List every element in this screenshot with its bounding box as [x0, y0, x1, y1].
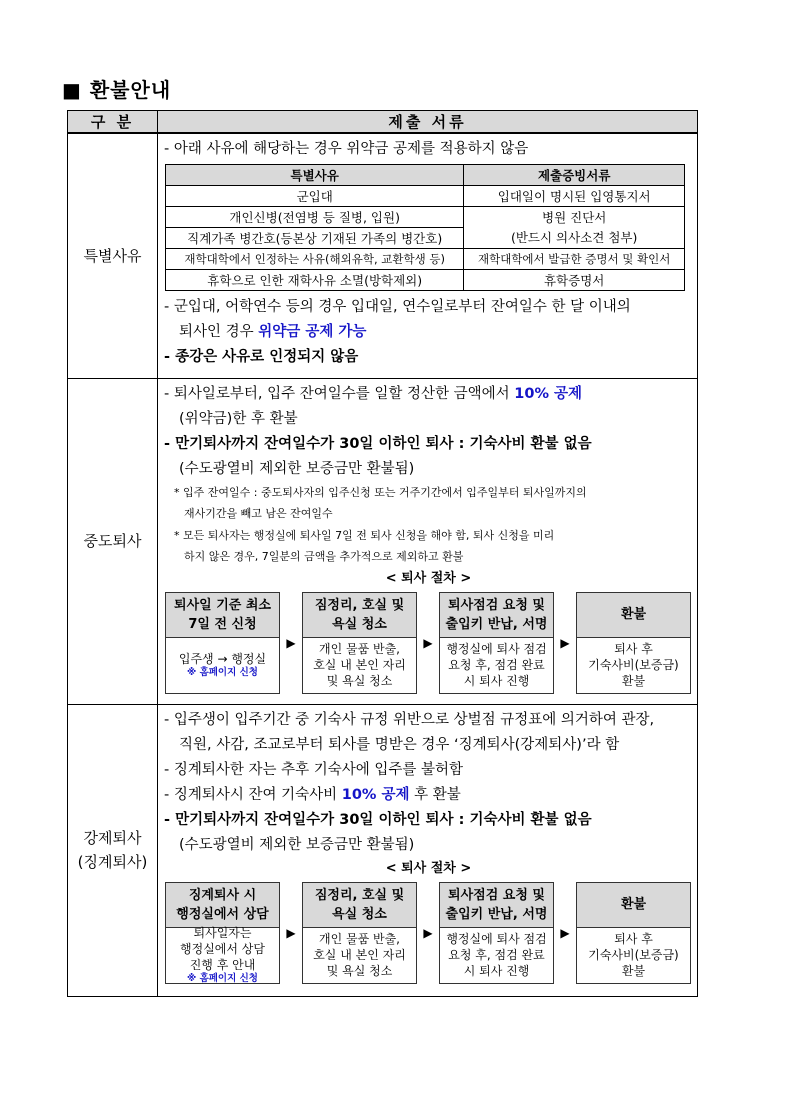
step-body: [440, 638, 553, 693]
step-title: [303, 593, 416, 638]
step-title: [440, 593, 553, 638]
step-body-line: 호실 내 본인 자리: [313, 948, 406, 962]
procedure-step: [576, 882, 691, 984]
step-body: [166, 928, 279, 983]
special-note2: - 종강은 사유로 인정되지 않음: [164, 349, 359, 365]
step-body: [303, 928, 416, 983]
text: 퇴사인 경우: [179, 324, 259, 340]
step-title-line: 7일 전 신청: [188, 616, 257, 632]
reason-cell: 재학대학에서 인정하는 사유(해외유학, 교환학생 등): [166, 249, 464, 270]
special-note1: - 군입대, 어학연수 등의 경우 입대일, 연수일로부터 잔여일수 한 달 이내의: [164, 299, 631, 315]
forced-line6: (수도광열비 제외한 보증금만 환불됨): [179, 836, 415, 853]
step-body-line: 기숙사비(보증금): [588, 658, 679, 672]
table-row: [166, 186, 685, 207]
category-forced: [68, 704, 158, 996]
step-body-line: 시 퇴사 진행: [463, 674, 530, 688]
step-body-line: 퇴사 후: [614, 932, 653, 946]
reason-cell: 개인신병(전염병 등 질병, 입원): [166, 207, 464, 228]
arrow-icon: ▶: [286, 925, 296, 940]
step-body: [577, 928, 690, 983]
step-body-line: 개인 물품 반출,: [319, 642, 400, 656]
step-body-line: 행정실에 퇴사 점검: [446, 932, 547, 946]
homepage-note: ※ 홈페이지 신청: [187, 667, 258, 678]
arrow-icon: ▶: [286, 635, 296, 650]
category-midway: 중도퇴사: [68, 378, 158, 704]
step-body-line: 행정실에서 상담: [180, 942, 265, 956]
midway-line3: - 만기퇴사까지 잔여일수가 30일 이하인 퇴사 : 기숙사비 환불 없음: [164, 435, 592, 452]
step-body: [166, 638, 279, 693]
special-intro: - 아래 사유에 해당하는 경우 위약금 공제를 적용하지 않음: [164, 141, 529, 157]
step-body-line: 요청 후, 점검 완료: [448, 948, 545, 962]
step-body-line: 입주생 → 행정실: [178, 652, 267, 666]
midway-procedure-flow: [165, 592, 693, 694]
step-title-line: 퇴사일 기준 최소: [174, 597, 271, 613]
forced-line4: [164, 783, 693, 808]
page-title: ■ 환불안내: [62, 78, 172, 102]
step-title-line: 퇴사점검 요청 및: [448, 887, 545, 903]
procedure-step: [165, 592, 280, 694]
procedure-step: [576, 592, 691, 694]
step-body-line: 개인 물품 반출,: [319, 932, 400, 946]
forced-content: [158, 704, 698, 996]
step-body: [303, 638, 416, 693]
procedure-step: [439, 882, 554, 984]
step-title-line: 징계퇴사 시: [188, 887, 257, 903]
step-body-line: 기숙사비(보증금): [588, 948, 679, 962]
reason-cell: 휴학으로 인한 재학사유 소멸(방학제외): [166, 270, 464, 291]
midway-note1-cont: 재사기간을 빼고 남은 잔여일수: [184, 507, 333, 520]
midway-line2: (위약금)한 후 환불: [179, 410, 298, 427]
forced-line2: 직원, 사감, 조교로부터 퇴사를 명받은 경우 ‘징계퇴사(강제퇴사)’라 함: [179, 736, 620, 753]
midway-note2: * 모든 퇴사자는 행정실에 퇴사일 7일 전 퇴사 신청을 해야 함, 퇴사 신청을 미리: [174, 528, 555, 542]
forced-line1: - 입주생이 입주기간 중 기숙사 규정 위반으로 상벌점 규정표에 의거하여 관장,: [164, 711, 655, 728]
doc-cell: [464, 207, 685, 249]
homepage-note: ※ 홈페이지 신청: [187, 973, 258, 984]
table-row: [166, 207, 685, 228]
step-body-line: 환불: [621, 964, 646, 978]
arrow-icon: ▶: [423, 925, 433, 940]
step-title: [577, 883, 690, 928]
step-title: [577, 593, 690, 638]
step-body-line: 퇴사 후: [614, 642, 653, 656]
step-title: [166, 883, 279, 928]
step-title-line: 출입키 반납, 서명: [445, 906, 548, 922]
step-title-line: 욕실 청소: [332, 616, 387, 632]
step-title-line: 짐정리, 호실 및: [314, 887, 405, 903]
doc-cell: 휴학증명서: [464, 270, 685, 291]
th-document: 제출증빙서류: [464, 165, 685, 186]
step-title-line: 환불: [620, 897, 647, 912]
procedure-step: [439, 592, 554, 694]
step-title: [166, 593, 279, 638]
text: - 퇴사일로부터, 입주 잔여일수를 일할 정산한 금액에서: [164, 385, 515, 402]
step-body-line: 및 욕실 청소: [326, 964, 393, 978]
special-reasons-table: [165, 164, 685, 291]
midway-line4: (수도광열비 제외한 보증금만 환불됨): [179, 460, 415, 477]
midway-note2-cont: 하지 않은 경우, 7일분의 금액을 추가적으로 제외하고 환불: [184, 550, 464, 563]
text: 후 환불: [409, 786, 461, 803]
doc-line: 병원 진단서: [542, 209, 607, 225]
procedure-step: [302, 592, 417, 694]
doc-line: (반드시 의사소견 첨부): [510, 229, 638, 245]
arrow-icon: ▶: [560, 925, 570, 940]
forced-procedure-flow: [165, 882, 693, 984]
step-body-line: 시 퇴사 진행: [463, 964, 530, 978]
step-title-line: 욕실 청소: [332, 906, 387, 922]
category-special: 특별사유: [68, 133, 158, 378]
step-body-line: 호실 내 본인 자리: [313, 658, 406, 672]
text: - 징계퇴사시 잔여 기숙사비: [164, 786, 342, 803]
reason-cell: 직계가족 병간호(등본상 기재된 가족의 병간호): [166, 228, 464, 249]
highlight: 10% 공제: [514, 385, 583, 402]
doc-cell: 재학대학에서 발급한 증명서 및 확인서: [464, 249, 685, 270]
procedure-step: [165, 882, 280, 984]
reason-cell: 군입대: [166, 186, 464, 207]
step-title-line: 환불: [620, 607, 647, 622]
arrow-icon: ▶: [423, 635, 433, 650]
midway-line1: [164, 382, 693, 407]
step-body-line: 행정실에 퇴사 점검: [446, 642, 547, 656]
special-note1-cont: [164, 320, 693, 345]
step-body: [440, 928, 553, 983]
highlight: 10% 공제: [341, 786, 410, 803]
forced-line5: - 만기퇴사까지 잔여일수가 30일 이하인 퇴사 : 기숙사비 환불 없음: [164, 811, 592, 828]
midway-procedure-title: < 퇴사 절차 >: [385, 570, 472, 586]
table-row: [166, 270, 685, 291]
step-title: [303, 883, 416, 928]
special-content: [158, 133, 698, 378]
th-reason: 특별사유: [166, 165, 464, 186]
doc-cell: 입대일이 명시된 입영통지서: [464, 186, 685, 207]
step-title: [440, 883, 553, 928]
step-title-line: 출입키 반납, 서명: [445, 616, 548, 632]
arrow-icon: ▶: [560, 635, 570, 650]
midway-note1: * 입주 잔여일수 : 중도퇴사자의 입주신청 또는 거주기간에서 입주일부터 퇴사일까지의: [174, 485, 587, 499]
forced-line3: - 징계퇴사한 자는 추후 기숙사에 입주를 불허함: [164, 761, 464, 778]
category-sublabel: (징계퇴사): [77, 853, 148, 871]
step-body: [577, 638, 690, 693]
step-body-line: 및 욕실 청소: [326, 674, 393, 688]
midway-content: [158, 378, 698, 704]
step-body-line: 요청 후, 점검 완료: [448, 658, 545, 672]
step-body-line: 환불: [621, 674, 646, 688]
step-body-line: 진행 후 안내: [189, 958, 256, 972]
highlight: 위약금 공제 가능: [258, 324, 367, 340]
step-title-line: 행정실에서 상담: [176, 906, 269, 922]
header-category: 구 분: [68, 111, 158, 134]
step-title-line: 퇴사점검 요청 및: [448, 597, 545, 613]
forced-procedure-title: < 퇴사 절차 >: [385, 860, 472, 876]
category-label: 강제퇴사: [83, 829, 142, 847]
refund-table: [67, 110, 698, 997]
procedure-step: [302, 882, 417, 984]
table-row: [166, 249, 685, 270]
header-documents: 제출 서류: [158, 111, 698, 134]
step-body-line: 퇴사일자는: [193, 926, 252, 940]
step-title-line: 짐정리, 호실 및: [314, 597, 405, 613]
